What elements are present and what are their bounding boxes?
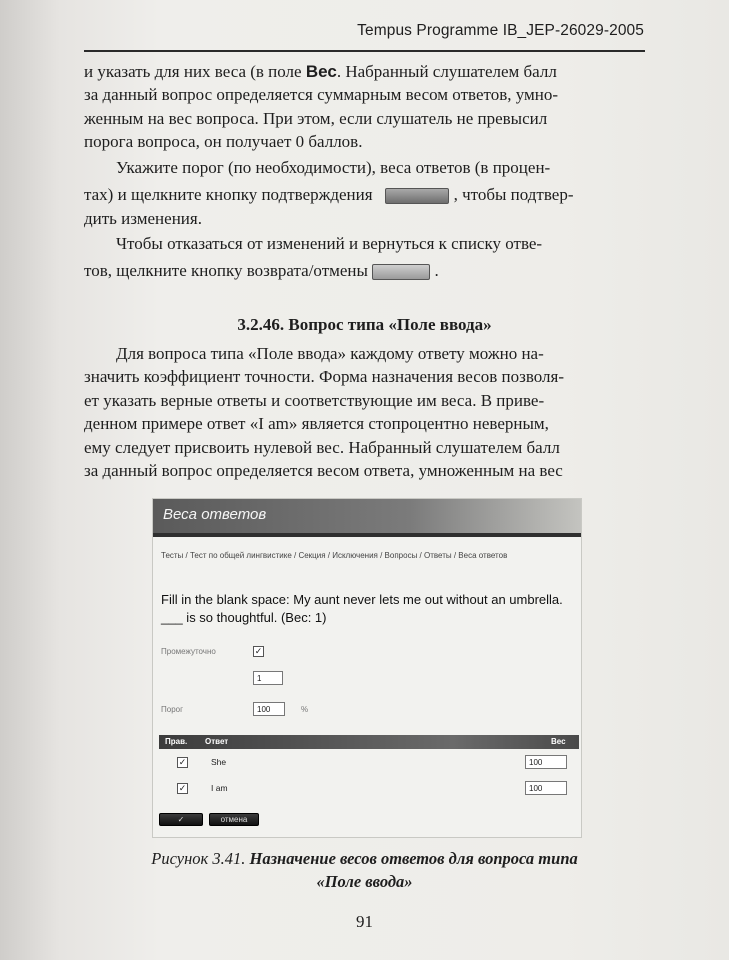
text-line: женным на вес вопроса. При этом, если слушатель не превысил: [84, 108, 548, 128]
caption-prefix: Рисунок 3.41.: [151, 849, 246, 868]
breadcrumb[interactable]: Тесты / Тест по общей лингвистике / Секция / Исключения / Вопросы / Ответы / Веса ответов: [161, 551, 508, 560]
text-line: Чтобы отказаться от изменений и вернуться к списку отве-: [116, 234, 543, 253]
text-line: [84, 259, 645, 282]
figure-screenshot: [152, 498, 582, 838]
row-answer: I am: [211, 783, 228, 793]
caption-line-1: Назначение весов ответов для вопроса типа: [249, 849, 578, 868]
case-checkbox[interactable]: ✓: [254, 646, 263, 656]
case-label: Промежуточно: [161, 647, 216, 656]
paragraph-cancel: [84, 232, 645, 283]
header-rule: [84, 50, 645, 52]
text-fragment: .: [434, 261, 439, 281]
confirm-button-icon: [385, 188, 449, 204]
row-weight-input[interactable]: 100: [525, 755, 567, 769]
text-line: [84, 183, 645, 206]
answers-table-header: [159, 735, 579, 749]
text-fragment: тах) и щелкните кнопку подтверждения: [84, 185, 373, 205]
text-line: ет указать верные ответы и соответствующие им веса. В приве-: [84, 390, 545, 410]
column-answer: Ответ: [205, 737, 229, 746]
cancel-button[interactable]: отмена: [209, 813, 259, 826]
question-text: Fill in the blank space: My aunt never lets me out without an umbrella. ___ is so thoughtful. (Вес: 1): [161, 592, 563, 625]
section-heading: 3.2.46. Вопрос типа «Поле ввода»: [237, 315, 492, 334]
ok-button[interactable]: ✓: [159, 813, 203, 826]
threshold-input[interactable]: 100: [253, 702, 285, 716]
text-line: порога вопроса, он получает 0 баллов.: [84, 132, 363, 152]
threshold-label: Порог: [161, 705, 184, 714]
text-line: Укажите порог (по необходимости), веса ответов (в процен-: [116, 158, 551, 177]
figure-window-title: Веса ответов: [153, 499, 581, 533]
cancel-button-icon: [372, 264, 430, 280]
row-correct-checkbox[interactable]: ✓: [178, 783, 187, 793]
caption-line-2: «Поле ввода»: [316, 872, 413, 891]
text-fragment: и указать для них веса (в поле: [84, 62, 306, 81]
text-line: денном примере ответ «I am» является стопроцентно неверным,: [84, 414, 549, 434]
text-line: ему следует присвоить нулевой вес. Набранный слушателем балл: [84, 437, 560, 457]
field-name-weight: Вес: [305, 62, 337, 81]
threshold-unit: %: [301, 705, 309, 714]
column-correct: Прав.: [165, 737, 188, 746]
text-fragment: . Набранный слушателем балл: [336, 62, 557, 81]
page-number: 91: [356, 912, 373, 931]
text-line: за данный вопрос определяется весом ответа, умноженным на вес: [84, 461, 563, 481]
text-line: [84, 60, 645, 83]
text-line: за данный вопрос определяется суммарным весом ответов, умно-: [84, 85, 559, 105]
figure-title-bar-rule: [153, 533, 581, 537]
paragraph-confirm: [84, 156, 645, 230]
paragraph-weights: [84, 60, 645, 154]
row-correct-checkbox[interactable]: ✓: [178, 757, 187, 767]
figure-caption: [84, 847, 645, 893]
row-answer: She: [211, 757, 227, 767]
running-header: Tempus Programme IB_JEP-26029-2005: [357, 22, 644, 39]
text-line: Для вопроса типа «Поле ввода» каждому ответу можно на-: [116, 344, 544, 363]
row-weight-input[interactable]: 100: [525, 781, 567, 795]
text-line: дить изменения.: [84, 208, 202, 228]
column-weight: Вес: [551, 737, 566, 746]
text-line: значить коэффициент точности. Форма назначения весов позволя-: [84, 367, 564, 387]
first-value-input[interactable]: 1: [253, 671, 283, 685]
text-fragment: тов, щелкните кнопку возврата/отмены: [84, 261, 368, 281]
paragraph-input-field: [84, 342, 645, 482]
text-fragment: , чтобы подтвер-: [453, 185, 574, 205]
